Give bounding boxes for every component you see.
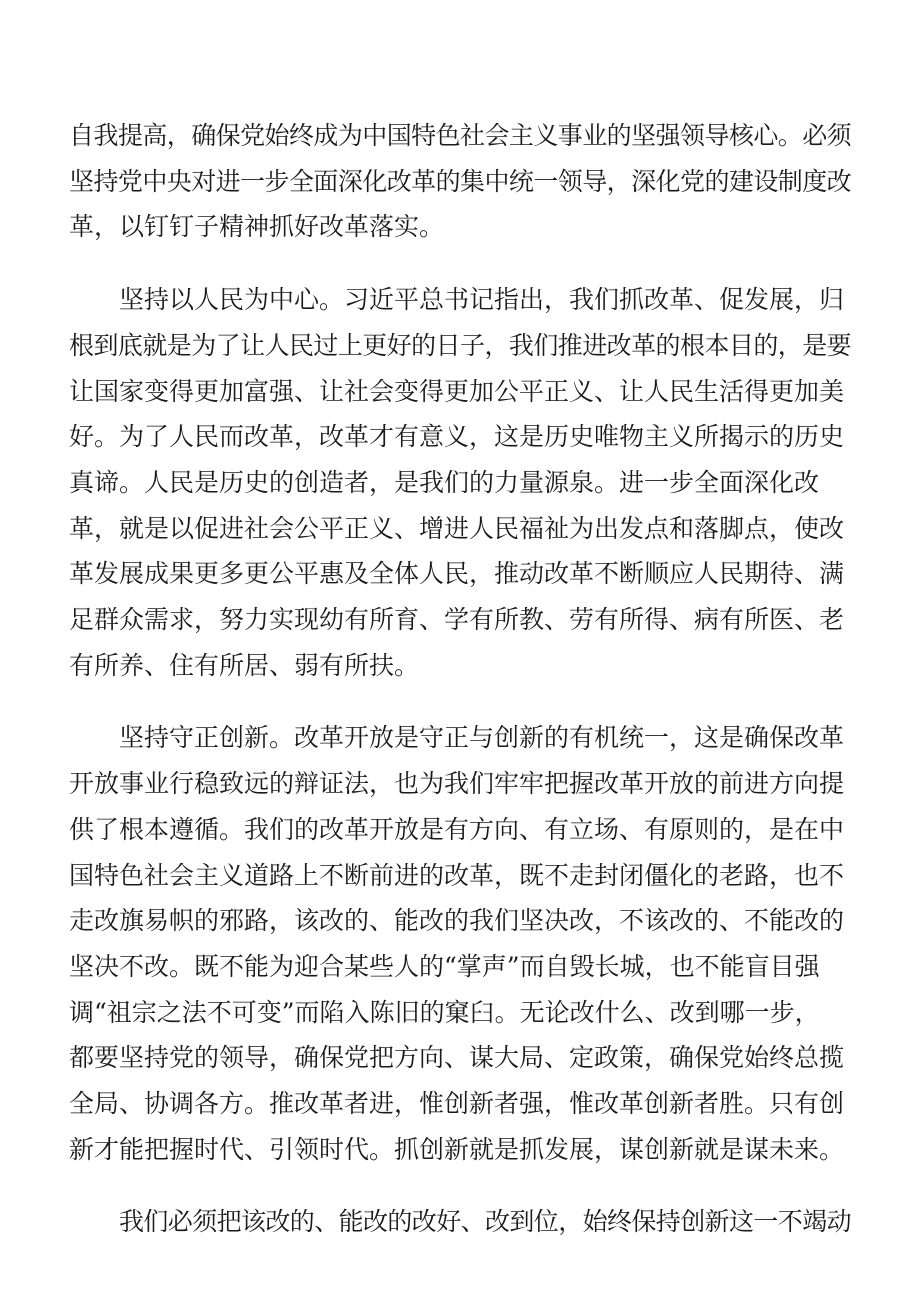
text-line: 坚持以人民为中心。习近平总书记指出，我们抓改革、促发展，归 [119,285,845,315]
text-line: 都要坚持党的领导，确保党把方向、谋大局、定政策，确保党始终总揽 [69,1043,845,1073]
text-line: 革，以钉钉子精神抓好改革落实。 [69,212,445,242]
text-line: 根到底就是为了让人民过上更好的日子，我们推进改革的根本目的，是要 [69,330,852,360]
text-line: 新才能把握时代、引领时代。抓创新就是抓发展，谋创新就是谋未来。 [69,1134,845,1164]
text-line: 有所养、住有所居、弱有所扶。 [69,650,420,680]
text-line: 国特色社会主义道路上不断前进的改革，既不走封闭僵化的老路，也不 [69,860,845,890]
text-line: 我们必须把该改的、能改的改好、改到位，始终保持创新这一不竭动 [119,1207,852,1237]
text-line: 让国家变得更加富强、让社会变得更加公平正义、让人民生活得更加美 [69,376,845,406]
text-line: 革发展成果更多更公平惠及全体人民，推动改革不断顺应人民期待、满 [69,559,845,589]
text-line: 调“祖宗之法不可变”而陷入陈旧的窠臼。无论改什么、改到哪一步， [69,997,820,1027]
text-line: 革，就是以促进社会公平正义、增进人民福祉为出发点和落脚点，使改 [69,513,845,543]
text-line: 自我提高，确保党始终成为中国特色社会主义事业的坚强领导核心。必须 [69,121,852,150]
document-body [69,113,851,1245]
paragraph-party-leadership [69,113,851,250]
paragraph-people-centered [69,277,851,688]
paragraph-integrity-innovation [69,715,851,1172]
text-line: 坚持守正创新。改革开放是守正与创新的有机统一，这是确保改革 [119,723,845,753]
text-line: 供了根本遵循。我们的改革开放是有方向、有立场、有原则的，是在中 [69,814,845,844]
text-line: 坚持党中央对进一步全面深化改革的集中统一领导，深化党的建设制度改 [69,166,852,196]
text-line: 坚决不改。既不能为迎合某些人的“掌声”而自毁长城，也不能盲目强 [69,951,820,981]
text-line: 好。为了人民而改革，改革才有意义，这是历史唯物主义所揭示的历史 [69,422,845,452]
text-line: 开放事业行稳致远的辩证法，也为我们牢牢把握改革开放的前进方向提 [69,769,845,799]
text-line: 全局、协调各方。推改革者进，惟创新者强，惟改革创新者胜。只有创 [69,1089,845,1119]
text-line: 走改旗易帜的邪路，该改的、能改的我们坚决改，不该改的、不能改的 [69,906,845,936]
text-line: 足群众需求，努力实现幼有所育、学有所教、劳有所得、病有所医、老 [69,605,845,635]
paragraph-reform-conclusion [69,1199,851,1245]
text-line: 真谛。人民是历史的创造者，是我们的力量源泉。进一步全面深化改 [69,467,820,497]
